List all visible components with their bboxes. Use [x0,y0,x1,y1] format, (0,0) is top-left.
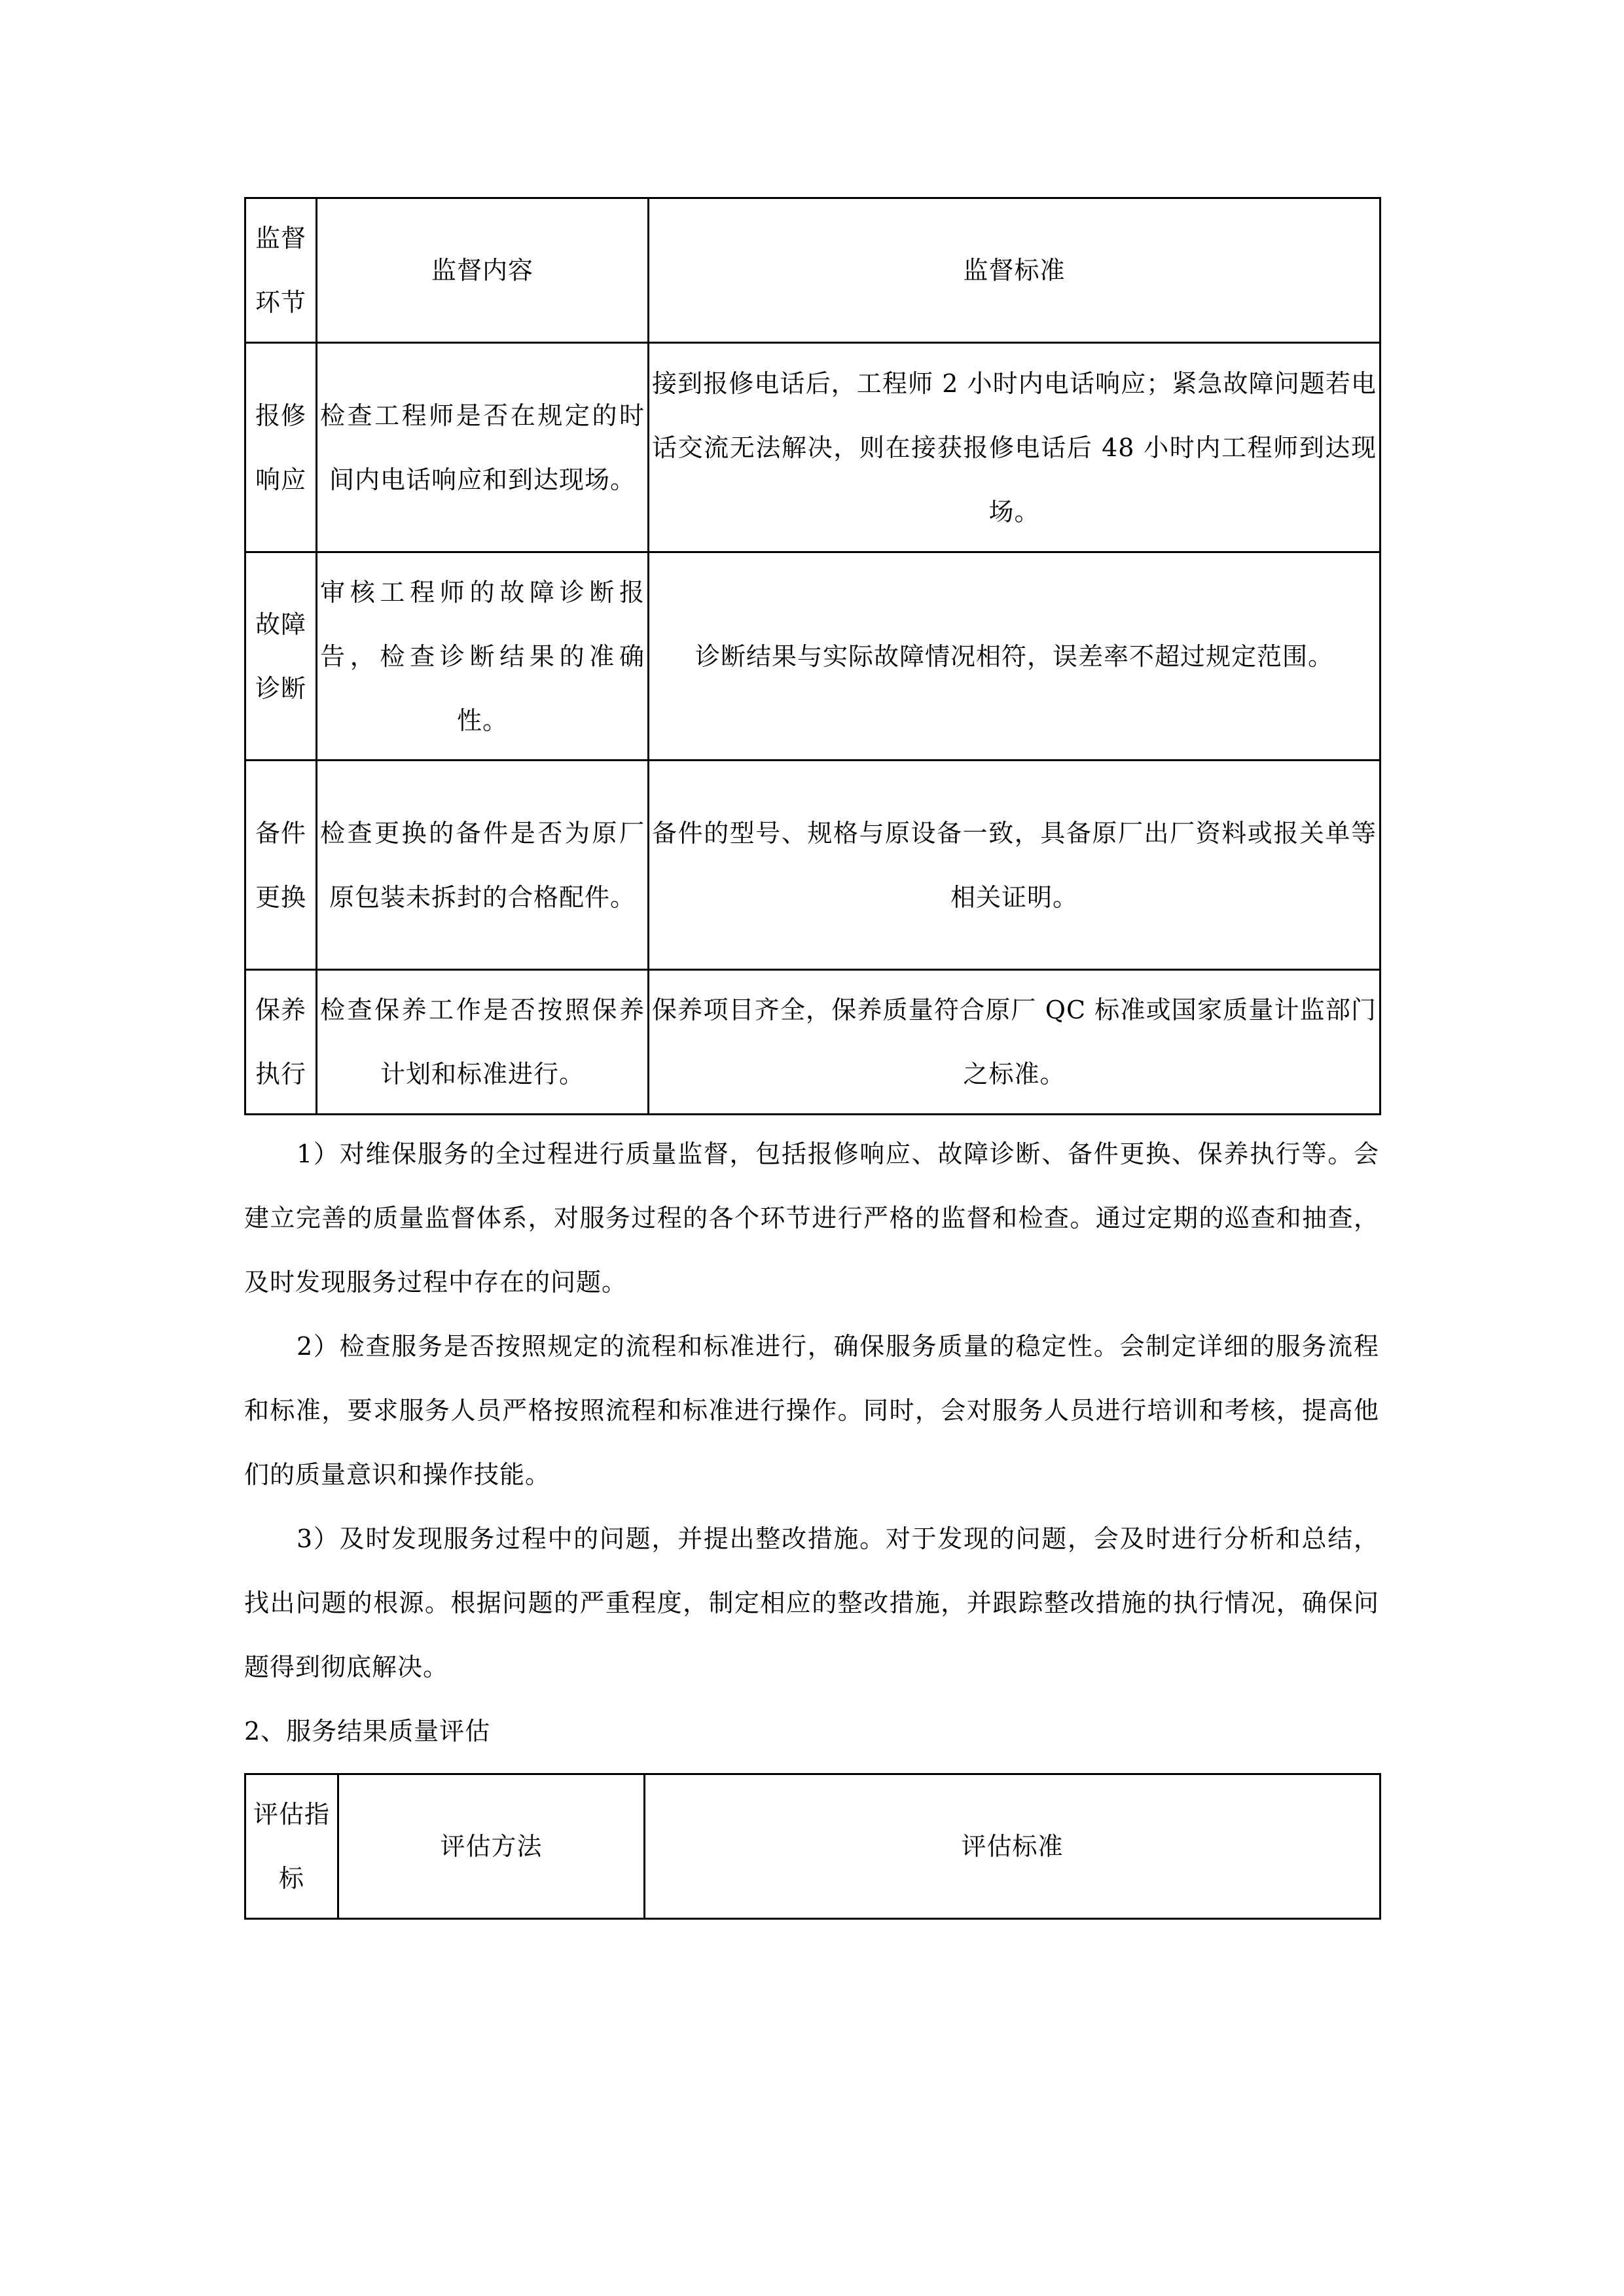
section-heading: 2、服务结果质量评估 [244,1717,491,1746]
cell-content: 检查更换的备件是否为原厂原包装未拆封的合格配件。 [317,761,649,970]
table-header-row [245,198,1380,343]
cell-standard: 保养项目齐全，保养质量符合原厂 QC 标准或国家质量计监部门之标准。 [649,970,1380,1115]
evaluation-table [244,1773,1381,1920]
cell-content: 检查保养工作是否按照保养计划和标准进行。 [317,970,649,1115]
cell-content: 审核工程师的故障诊断报告，检查诊断结果的准确性。 [317,552,649,761]
document-page [244,197,1379,1920]
cell-content: 检查工程师是否在规定的时间内电话响应和到达现场。 [317,343,649,552]
cell-stage: 故障诊断 [245,552,317,761]
cell-standard: 备件的型号、规格与原设备一致，具备原厂出厂资料或报关单等相关证明。 [649,761,1380,970]
table-row [245,761,1380,970]
paragraph-2: 2）检查服务是否按照规定的流程和标准进行，确保服务质量的稳定性。会制定详细的服务流程和标准，要求服务人员严格按照流程和标准进行操作。同时，会对服务人员进行培训和考核，提高他们的质量意识和操作技能。 [244,1332,1379,1489]
header-method: 评估方法 [338,1774,645,1919]
cell-standard: 接到报修电话后，工程师 2 小时内电话响应；紧急故障问题若电话交流无法解决，则在接获报修电话后 48 小时内工程师到达现场。 [649,343,1380,552]
paragraph-3: 3）及时发现服务过程中的问题，并提出整改措施。对于发现的问题，会及时进行分析和总结，找出问题的根源。根据问题的严重程度，制定相应的整改措施，并跟踪整改措施的执行情况，确保问题得到彻底解决。 [244,1524,1379,1681]
evaluation-table-wrapper [244,1773,1379,1920]
cell-stage: 保养执行 [245,970,317,1115]
cell-stage: 报修响应 [245,343,317,552]
body-paragraphs [244,1122,1379,1763]
paragraph-1: 1）对维保服务的全过程进行质量监督，包括报修响应、故障诊断、备件更换、保养执行等。会建立完善的质量监督体系，对服务过程的各个环节进行严格的监督和检查。通过定期的巡查和抽查，及时发现服务过程中存在的问题。 [244,1139,1379,1297]
cell-stage: 备件更换 [245,761,317,970]
header-content: 监督内容 [317,198,649,343]
header-standard: 评估标准 [645,1774,1380,1919]
header-indicator: 评估指标 [245,1774,338,1919]
header-stage: 监督环节 [245,198,317,343]
table-row [245,552,1380,761]
table-header-row [245,1774,1380,1919]
cell-standard: 诊断结果与实际故障情况相符，误差率不超过规定范围。 [649,552,1380,761]
table-row [245,970,1380,1115]
supervision-table [244,197,1381,1115]
table-row [245,343,1380,552]
header-standard: 监督标准 [649,198,1380,343]
